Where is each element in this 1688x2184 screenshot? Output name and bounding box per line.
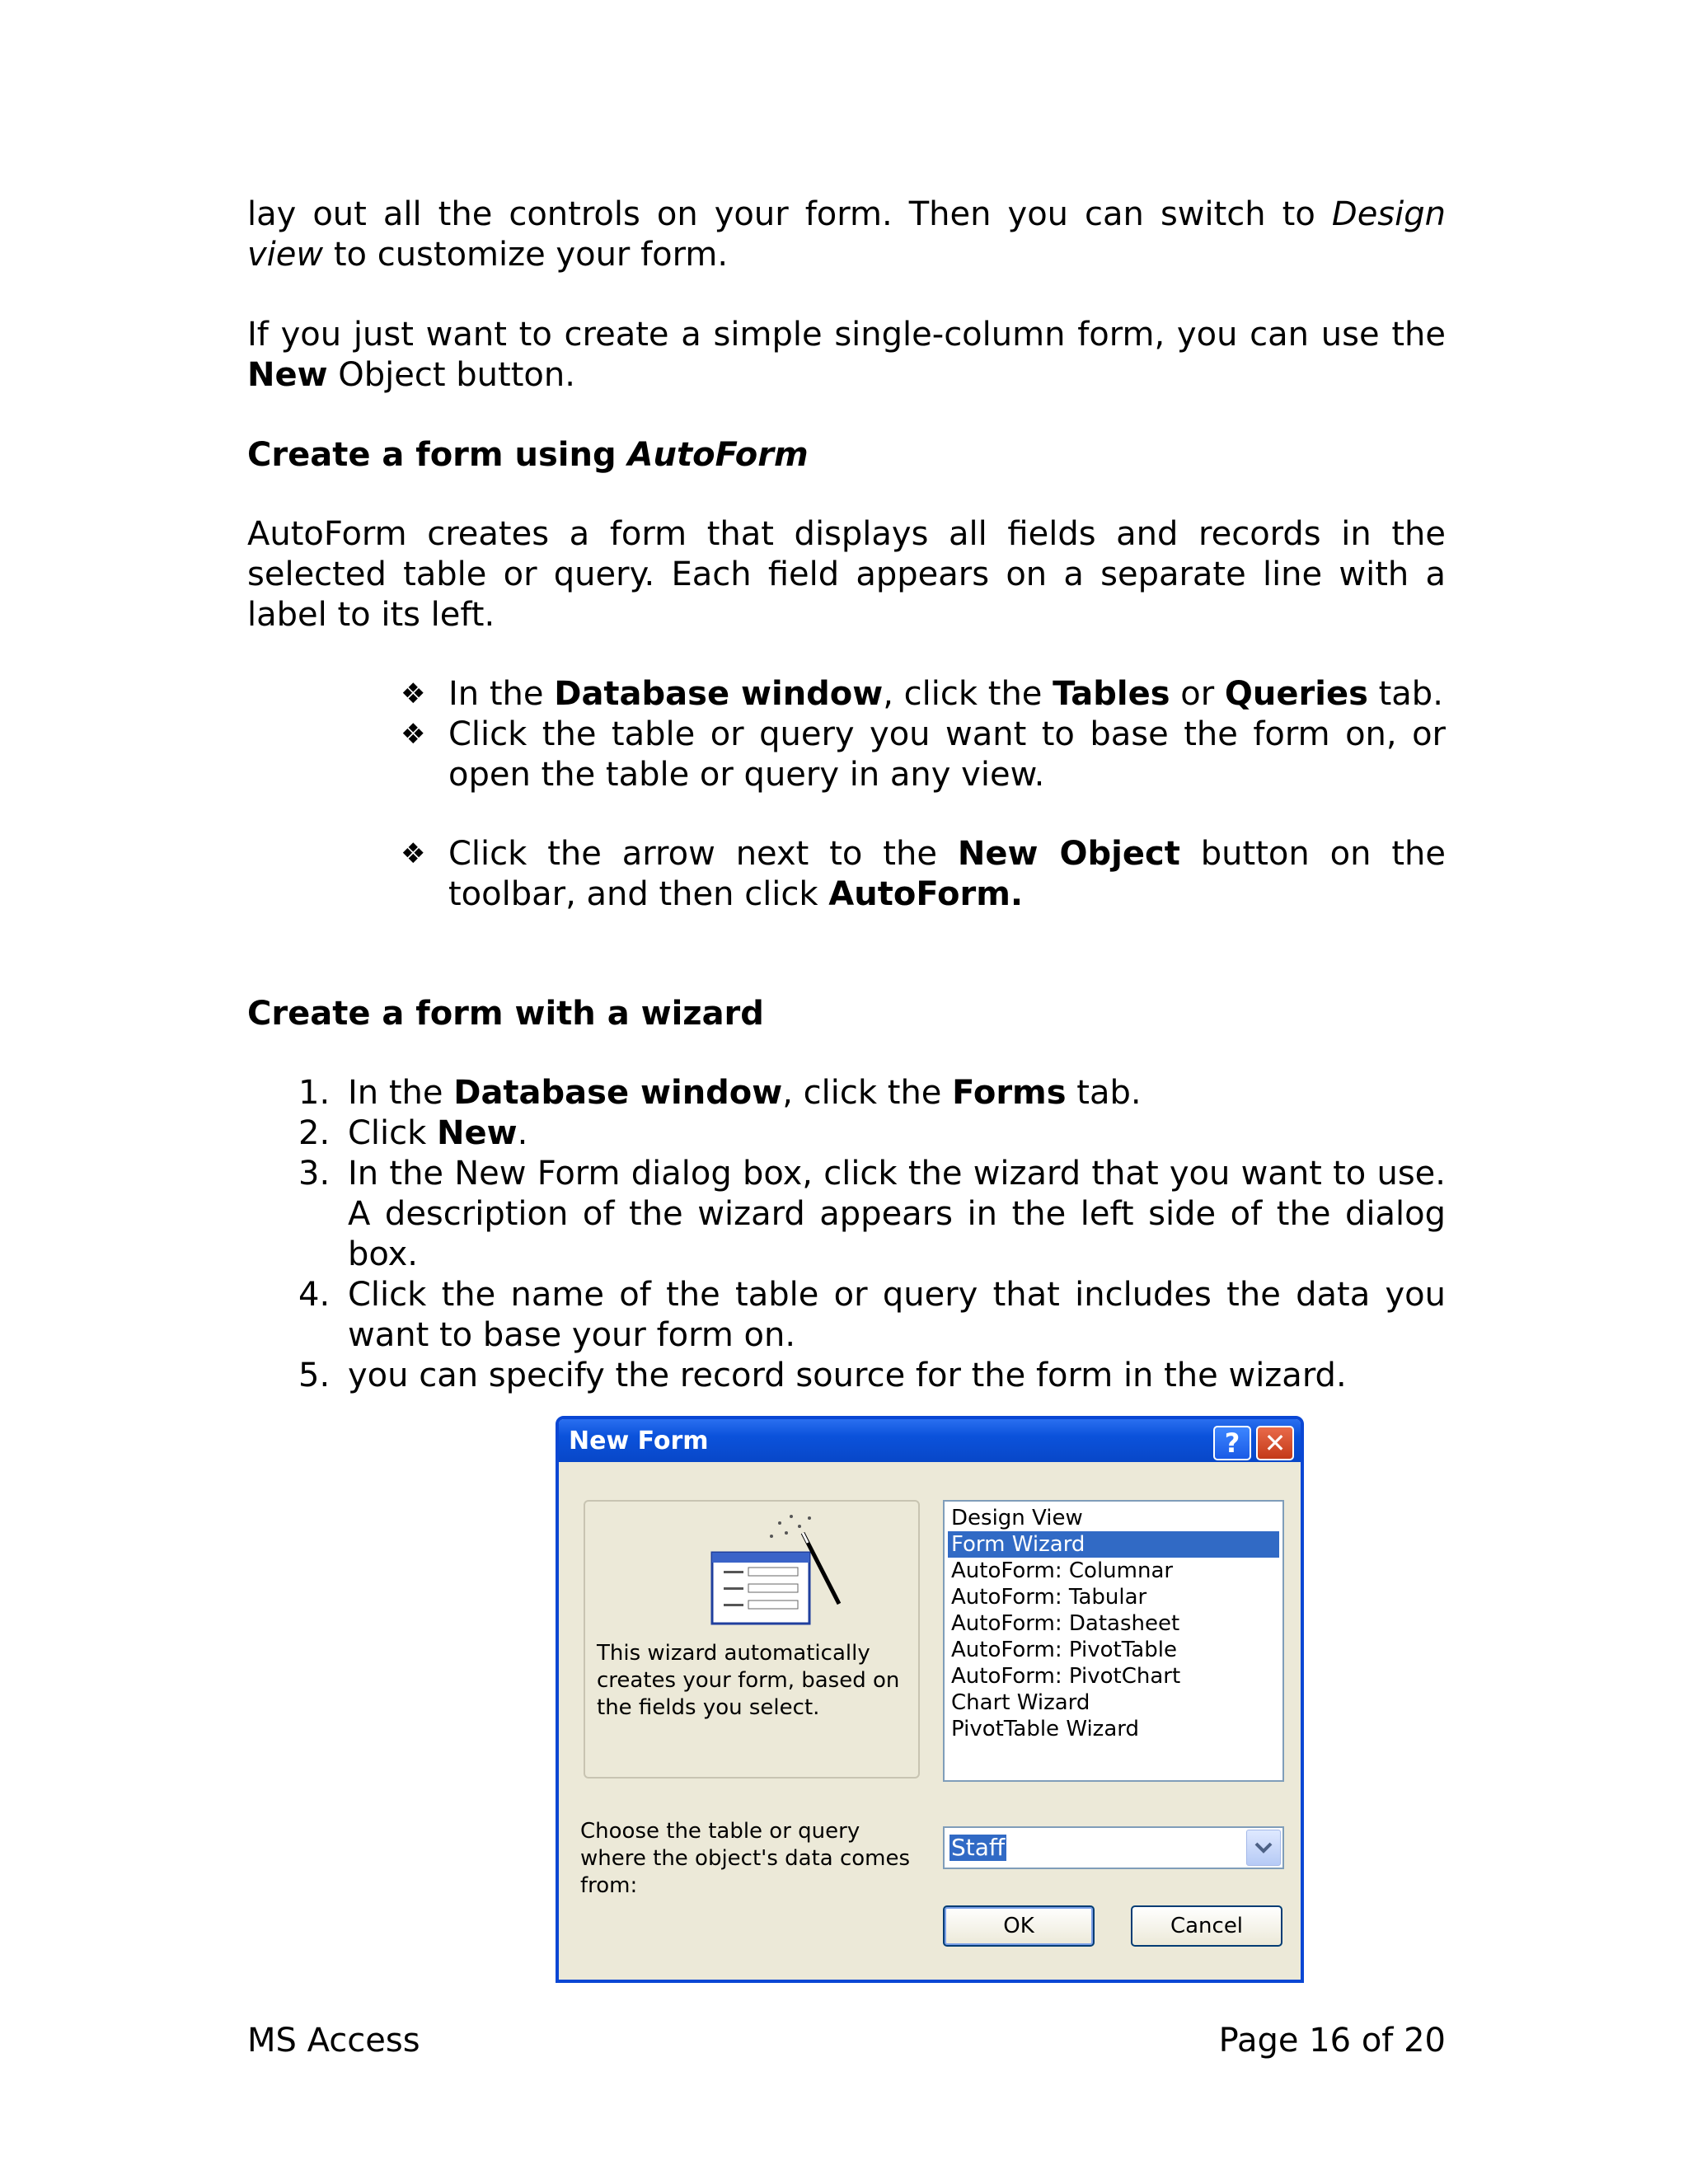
record-source-value[interactable]: Staff (951, 1834, 1006, 1861)
text-run: Click the arrow next to the (448, 835, 958, 873)
item-number: 3. (298, 1155, 331, 1193)
list-option-pivottable-wizard[interactable]: PivotTable Wizard (951, 1717, 1139, 1741)
text-run: Click the name of the table or query that includes the data you want to base your form on. (348, 1276, 1446, 1354)
text-run: In the (348, 1074, 454, 1112)
autoform-steps-list (401, 674, 1446, 915)
autoform-paragraph: AutoForm creates a form that displays all fields and records in the selected table or query. Each field appears on a separate line with a label to its left. (247, 515, 1446, 634)
text-run-italic: Design view (247, 195, 1446, 274)
text-run-bold: AutoForm. (828, 875, 1024, 913)
text-run-bold: New (247, 356, 328, 394)
diamond-bullet-icon: ❖ (401, 718, 426, 751)
numbered-item-3 (298, 1154, 1446, 1275)
numbered-item-1 (298, 1073, 1446, 1113)
list-option-autoform-pivotchart[interactable]: AutoForm: PivotChart (951, 1664, 1181, 1689)
text-run: In the New Form dialog box, click the wizard that you want to use. A description of the wizard appears in the left side of the dialog box. (348, 1155, 1446, 1273)
item-number: 1. (298, 1074, 331, 1112)
list-option-form-wizard[interactable]: Form Wizard (948, 1531, 1279, 1558)
text-run-bold: Queries (1224, 675, 1368, 713)
text-run: tab. (1367, 675, 1443, 713)
numbered-item-4 (298, 1275, 1446, 1356)
bullet-item-2 (401, 715, 1446, 795)
text-run: to customize your form. (323, 236, 729, 274)
list-option-autoform-datasheet[interactable]: AutoForm: Datasheet (951, 1611, 1180, 1636)
footer-title: MS Access (247, 2022, 420, 2060)
text-run: . (517, 1114, 528, 1152)
item-number: 5. (298, 1357, 331, 1394)
form-type-list[interactable] (943, 1500, 1284, 1782)
text-run: tab. (1066, 1074, 1142, 1112)
text-run: In the (448, 675, 555, 713)
text-run: Object button. (327, 356, 575, 394)
list-option-design-view[interactable]: Design View (951, 1506, 1083, 1530)
dropdown-button[interactable] (1246, 1830, 1281, 1866)
text-run: Click the table or query you want to base the form on, or open the table or query in any view. (448, 715, 1446, 794)
list-option-chart-wizard[interactable]: Chart Wizard (951, 1690, 1090, 1715)
dialog-titlebar (559, 1419, 1301, 1462)
heading-text: Create a form using (247, 436, 628, 474)
text-run: Click (348, 1114, 438, 1152)
chevron-down-icon (1247, 1830, 1280, 1865)
intro-paragraph-2 (247, 315, 1446, 396)
ok-button[interactable]: OK (943, 1905, 1095, 1947)
text-run-bold: Database window (453, 1074, 783, 1112)
list-option-autoform-columnar[interactable]: AutoForm: Columnar (951, 1558, 1174, 1583)
close-icon[interactable]: ✕ (1256, 1426, 1294, 1460)
text-run: If you just want to create a simple single-column form, you can use the (247, 316, 1446, 354)
text-run: you can specify the record source for the form in the wizard. (348, 1357, 1347, 1394)
bullet-item-1 (401, 674, 1446, 715)
item-number: 2. (298, 1114, 331, 1152)
diamond-bullet-icon: ❖ (401, 837, 426, 870)
text-run: or (1170, 675, 1225, 713)
section-heading-wizard: Create a form with a wizard (247, 995, 764, 1033)
record-source-combo[interactable] (943, 1826, 1284, 1869)
wizard-description: This wizard automatically creates your form, based on the fields you select. (597, 1641, 900, 1720)
intro-paragraph-1 (247, 194, 1446, 275)
wizard-steps-list (298, 1073, 1446, 1396)
help-icon[interactable]: ? (1213, 1426, 1251, 1460)
list-option-autoform-tabular[interactable]: AutoForm: Tabular (951, 1585, 1147, 1610)
cancel-button[interactable]: Cancel (1131, 1905, 1282, 1947)
text-run-bold: Database window (554, 675, 884, 713)
text-run: button on the toolbar, and then click (448, 835, 1447, 913)
form-wizard-icon (701, 1511, 849, 1635)
text-run: , click the (883, 675, 1053, 713)
diamond-bullet-icon: ❖ (401, 677, 426, 710)
text-run: , click the (782, 1074, 953, 1112)
numbered-item-5 (298, 1356, 1446, 1396)
bullet-item-3 (401, 834, 1446, 915)
text-run-bold: Tables (1053, 675, 1170, 713)
text-run-bold: Forms (952, 1074, 1067, 1112)
item-number: 4. (298, 1276, 331, 1314)
list-option-autoform-pivottable[interactable]: AutoForm: PivotTable (951, 1638, 1177, 1662)
text-run-bold: New Object (957, 835, 1180, 873)
record-source-label: Choose the table or query where the object's data comes from: (580, 1819, 911, 1898)
dialog-title: New Form (569, 1427, 709, 1455)
heading-text-italic: AutoForm (627, 436, 809, 474)
text-run-bold: New (437, 1114, 518, 1152)
new-form-dialog (556, 1416, 1304, 1983)
wizard-preview-panel (584, 1500, 920, 1779)
text-run: lay out all the controls on your form. Then you can switch to (247, 195, 1332, 233)
footer-page-number: Page 16 of 20 (1218, 2022, 1446, 2060)
numbered-item-2 (298, 1113, 1446, 1154)
section-heading-autoform (247, 435, 1446, 476)
